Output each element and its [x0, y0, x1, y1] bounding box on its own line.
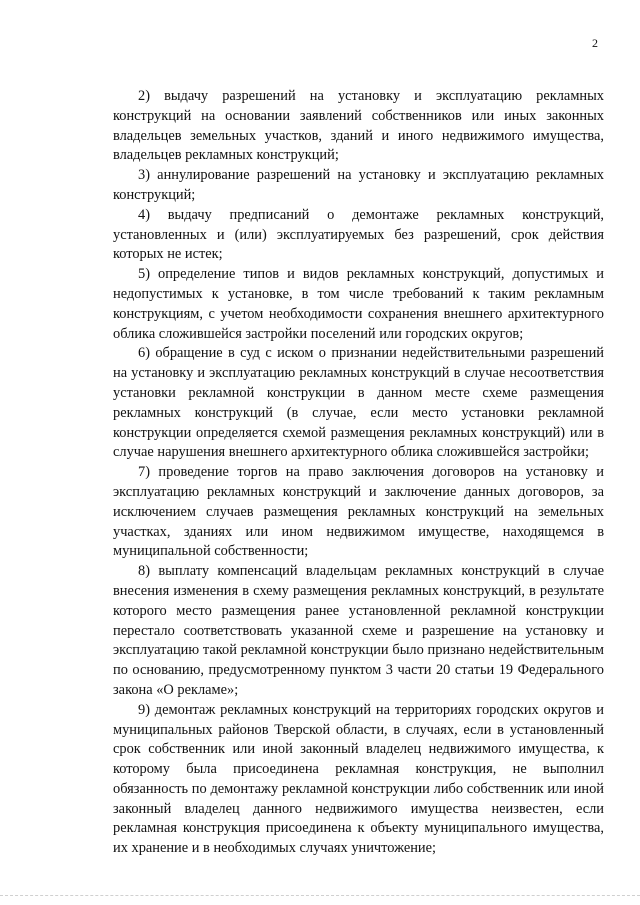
- document-body: [113, 87, 604, 859]
- list-item: 7) проведение торгов на право заключения договоров на установку и эксплуатацию рекламных конструкций и заключение данных договоров, за исключением случаев размещения рекламных конструкций на земельных участках, зданиях или ином недвижимом имуществе, находящемся в муниципальной собственности;: [113, 464, 604, 560]
- list-item: 8) выплату компенсаций владельцам рекламных конструкций в случае внесения изменения в схему размещения рекламных конструкций, в результате которого место размещения ранее установленной рекламной конструкции перестало соответствовать указанной схеме и разрешение на установку и эксплуатацию такой рекламной конструкции было признано недействительным по основанию, предусмотренному пунктом 3 части 20 статьи 19 Федерального закона «О рекламе»;: [113, 563, 604, 698]
- list-item: 6) обращение в суд с иском о признании недействительными разрешений на установку и эксплуатацию рекламных конструкций в случае несоответствия установки рекламной конструкции в данном месте схеме размещения рекламных конструкций (в случае, если место установки рекламной конструкции определяется схемой размещения рекламных конструкций) или в случае нарушения внешнего архитектурного облика сложившейся застройки;: [113, 345, 604, 461]
- list-item: 2) выдачу разрешений на установку и эксплуатацию рекламных конструкций на основании заявлений собственников или иных законных владельцев земельных участков, зданий и иного недвижимого имущества, владельцев рекламных конструкций;: [113, 88, 604, 164]
- list-item: 5) определение типов и видов рекламных конструкций, допустимых и недопустимых к установке, в том числе требований к таким рекламным конструкциям, с учетом необходимости сохранения внешнего архитектурного облика сложившейся застройки поселений или городских округов;: [113, 266, 604, 342]
- list-item: 9) демонтаж рекламных конструкций на территориях городских округов и муниципальных районов Тверской области, в случаях, если в установленный срок собственник или иной законный владелец недвижимого имущества, к которому была присоединена рекламная конструкция, не выполнил обязанность по демонтажу рекламной конструкции либо собственник или иной законный владелец данного недвижимого имущества неизвестен, если рекламная конструкция присоединена к объекту муниципального имущества, их хранение и в необходимых случаях уничтожение;: [113, 701, 604, 857]
- list-item: 3) аннулирование разрешений на установку и эксплуатацию рекламных конструкций;: [113, 167, 604, 203]
- scan-edge-divider: [0, 895, 640, 896]
- page-number: 2: [592, 36, 598, 50]
- list-item: 4) выдачу предписаний о демонтаже рекламных конструкций, установленных и (или) эксплуатируемых без разрешений, срок действия которых не истек;: [113, 206, 604, 263]
